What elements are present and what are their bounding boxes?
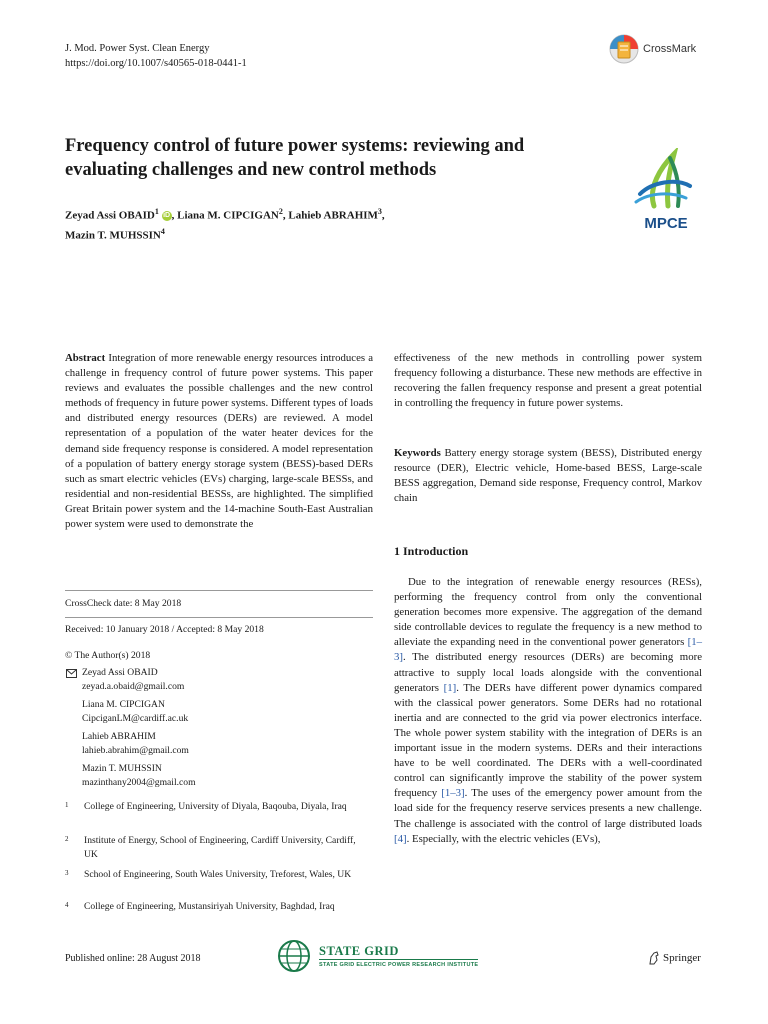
contact-email[interactable]: mazinthany2004@gmail.com bbox=[82, 777, 196, 788]
author-name[interactable]: , Lahieb ABRAHIM bbox=[282, 209, 378, 222]
abstract-text: Integration of more renewable energy resources introduces a challenge in frequency control of future power systems. This paper reviews and evaluates the possible challenges and the new control methods of frequency in future power systems. Different types of loads and distributed energy resources (DERs) are reviewed. A model representation of a population of the water heater devices for the demand side frequency response is considered. A model representation of a population of battery energy storage system (BESS)-based DERs such as smart electric vehicles (EVs) charging, large-scale BESSs, and residential and non-residential BESSs, are highlighted. The simplified Great Britain power system and the 14-machine South-East Australian power system were used to demonstrate the bbox=[65, 352, 374, 531]
author-separator: , bbox=[381, 209, 385, 222]
orcid-icon[interactable]: iD bbox=[163, 212, 171, 220]
crossmark-label: CrossMark bbox=[643, 43, 697, 55]
state-grid-logo bbox=[277, 939, 478, 973]
affiliation-text: Institute of Energy, School of Engineering, Cardiff University, Cardiff, UK bbox=[84, 835, 356, 860]
copyright: © The Author(s) 2018 bbox=[65, 650, 151, 661]
affiliation-number: 3 bbox=[65, 869, 69, 877]
paper-title: Frequency control of future power systems: reviewing and evaluating challenges and new control methods bbox=[65, 136, 525, 180]
keywords-text: Battery energy storage system (BESS), Distributed energy resource (DER), Electric vehicle, Home-based BESS, Large-scale BESS aggregation, Demand side response, Frequency control, Markov chain bbox=[394, 447, 702, 505]
springer-logo bbox=[648, 951, 701, 965]
contact-email[interactable]: CipciganLM@cardiff.ac.uk bbox=[82, 713, 189, 724]
contact-entry bbox=[82, 762, 196, 790]
contact-entry bbox=[82, 666, 184, 694]
citation-link[interactable]: [1] bbox=[443, 681, 457, 694]
contact-name: Liana M. CIPCIGAN bbox=[82, 699, 165, 710]
affiliation-text: School of Engineering, South Wales University, Treforest, Wales, UK bbox=[84, 869, 352, 880]
intro-text: . The DERs have different power dynamics compared with the classical power generators. Some DERs had no rotational inertia and are connected to the grid via power electronics interface. The whole power system stability with the integration of DERs is an important issue in the modern systems. DERs and their interactions have to be well coordinated. The DERs with a well-coordinated control can significantly improve the stability of the power system frequency bbox=[394, 681, 702, 800]
abstract-col2 bbox=[394, 351, 702, 411]
affiliation-number: 1 bbox=[65, 801, 69, 809]
intro-text: . The uses of the emergency power amount from the load side for the frequency reserve services presents a new challenge. The challenge is associated with the control of large distributed loads bbox=[394, 787, 702, 830]
received-accepted-dates: Received: 10 January 2018 / Accepted: 8 May 2018 bbox=[65, 624, 264, 635]
contact-name: Mazin T. MUHSSIN bbox=[82, 763, 162, 774]
intro-text: . Especially, with the electric vehicles (EVs), bbox=[406, 832, 601, 845]
citation-link[interactable]: [1–3] bbox=[394, 636, 702, 664]
author-affiliation-number: 2 bbox=[278, 207, 283, 216]
mpce-logo-icon bbox=[626, 148, 706, 234]
state-grid-subtitle: STATE GRID ELECTRIC POWER RESEARCH INSTITUTE bbox=[319, 959, 478, 968]
crosscheck-date: CrossCheck date: 8 May 2018 bbox=[65, 598, 182, 609]
affiliation bbox=[65, 900, 365, 914]
author-name[interactable]: Zeyad Assi OBAID bbox=[65, 209, 155, 222]
crossmark-icon bbox=[609, 32, 639, 66]
springer-label: Springer bbox=[663, 952, 701, 964]
author-list bbox=[65, 204, 485, 243]
author-affiliation-number: 3 bbox=[377, 207, 382, 216]
contact-name: Lahieb ABRAHIM bbox=[82, 731, 156, 742]
author-name[interactable]: Mazin T. MUHSSIN bbox=[65, 229, 161, 242]
contact-entry bbox=[82, 698, 188, 726]
globe-icon bbox=[277, 939, 311, 973]
affiliation-text: College of Engineering, Mustansiriyah University, Baghdad, Iraq bbox=[84, 901, 335, 912]
contact-entry bbox=[82, 730, 189, 758]
affiliation bbox=[65, 868, 365, 882]
affiliation-number: 2 bbox=[65, 835, 69, 843]
divider bbox=[65, 617, 373, 618]
intro-text: Due to the integration of renewable energy resources (RESs), performing the frequency control from only the conventional generation becomes more expensive. The aggregation of the demand side controllable devices to regulate the frequency is a new method to alleviate the expanding need in the conventional power generators bbox=[394, 576, 702, 649]
affiliation-text: College of Engineering, University of Diyala, Baqouba, Diyala, Iraq bbox=[84, 801, 347, 812]
author-affiliation-number: 1 bbox=[154, 207, 159, 216]
contact-email[interactable]: lahieb.abrahim@gmail.com bbox=[82, 745, 189, 756]
mpce-logo-text: MPCE bbox=[644, 215, 688, 232]
introduction-text bbox=[394, 575, 702, 847]
intro-text: . The distributed energy resources (DERs) are becoming more attractive to supply local loads alongside with the conventional generators bbox=[394, 651, 702, 694]
author-name[interactable]: , Liana M. CIPCIGAN bbox=[171, 209, 279, 222]
citation-link[interactable]: [1–3] bbox=[441, 787, 465, 800]
envelope-icon bbox=[66, 669, 77, 678]
contact-email[interactable]: zeyad.a.obaid@gmail.com bbox=[82, 681, 185, 692]
journal-header bbox=[65, 41, 247, 71]
journal-name: J. Mod. Power Syst. Clean Energy bbox=[65, 43, 210, 54]
affiliation bbox=[65, 800, 365, 814]
divider bbox=[65, 590, 373, 591]
doi-link[interactable]: https://doi.org/10.1007/s40565-018-0441-1 bbox=[65, 58, 247, 69]
keywords bbox=[394, 446, 702, 506]
contact-name: Zeyad Assi OBAID bbox=[82, 667, 158, 678]
abstract-text-continued: effectiveness of the new methods in controlling power system frequency following a disturbance. These new methods are effective in recovering the fallen frequency response and present a great potential in controlling the frequency in future power systems. bbox=[394, 352, 702, 410]
affiliation bbox=[65, 834, 365, 862]
section-heading: 1 Introduction bbox=[394, 544, 469, 558]
citation-link[interactable]: [4] bbox=[394, 832, 407, 845]
author-affiliation-number: 4 bbox=[160, 226, 165, 236]
springer-horse-icon bbox=[648, 951, 660, 965]
abstract-col1 bbox=[65, 351, 373, 532]
affiliation-number: 4 bbox=[65, 901, 69, 909]
keywords-label: Keywords bbox=[394, 447, 441, 459]
state-grid-name: STATE GRID bbox=[319, 944, 399, 958]
abstract-label: Abstract bbox=[65, 352, 106, 364]
published-date: Published online: 28 August 2018 bbox=[65, 953, 201, 964]
crossmark-badge[interactable] bbox=[609, 32, 696, 66]
